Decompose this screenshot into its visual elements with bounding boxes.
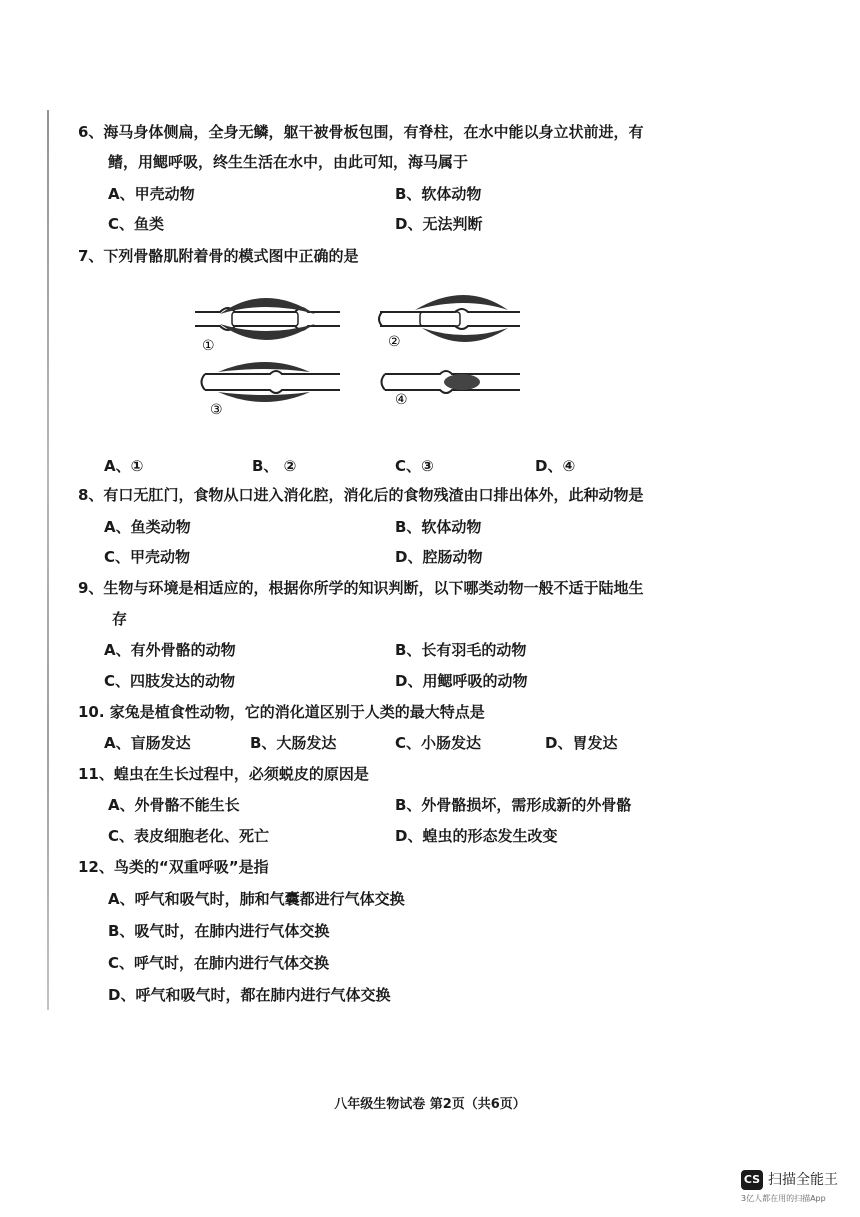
q9-stem-line1: 9、生物与环境是相适应的，根据你所学的知识判断，以下哪类动物一般不适于陆地生	[78, 579, 644, 597]
diagram-3	[202, 362, 341, 402]
q10-option-d: D、胃发达	[545, 734, 618, 752]
q7-option-d: D、④	[535, 457, 576, 475]
q11-option-c: C、表皮细胞老化、死亡	[108, 827, 270, 845]
fig-label-4: ④	[395, 392, 408, 408]
q11-stem: 11、蝗虫在生长过程中，必须蜕皮的原因是	[78, 765, 369, 783]
q9-option-c: C、四肢发达的动物	[104, 672, 236, 690]
q7-stem: 7、下列骨骼肌附着骨的模式图中正确的是	[78, 247, 359, 265]
q11-option-a: A、外骨骼不能生长	[108, 796, 240, 814]
q8-option-c: C、甲壳动物	[104, 548, 191, 566]
diagram-1	[195, 298, 340, 340]
fig-label-3: ③	[210, 402, 223, 418]
q8-option-a: A、鱼类动物	[104, 518, 191, 536]
q9-option-d: D、用鳃呼吸的动物	[395, 672, 528, 690]
q6-option-a: A、甲壳动物	[108, 185, 195, 203]
q7-option-b: B、 ②	[252, 457, 297, 475]
q9-option-b: B、长有羽毛的动物	[395, 641, 527, 659]
binding-margin-line	[47, 110, 49, 1010]
q11-option-b: B、外骨骼损坏，需形成新的外骨骼	[395, 796, 632, 814]
q10-option-a: A、盲肠发达	[104, 734, 191, 752]
q12-option-b: B、吸气时，在肺内进行气体交换	[108, 922, 330, 940]
watermark-tagline: 3亿人都在用的扫描App	[741, 1194, 826, 1203]
q12-option-a: A、呼气和吸气时，肺和气囊都进行气体交换	[108, 890, 405, 908]
q12-stem: 12、鸟类的“双重呼吸”是指	[78, 858, 269, 876]
q11-option-d: D、蝗虫的形态发生改变	[395, 827, 558, 845]
q6-stem-line1: 6、海马身体侧扁，全身无鳞，躯干被骨板包围，有脊柱，在水中能以身立状前进，有	[78, 123, 644, 141]
q8-option-d: D、腔肠动物	[395, 548, 483, 566]
q10-option-c: C、小肠发达	[395, 734, 482, 752]
q12-option-d: D、呼气和吸气时，都在肺内进行气体交换	[108, 986, 391, 1004]
q6-option-d: D、无法判断	[395, 215, 483, 233]
q10-option-b: B、大肠发达	[250, 734, 337, 752]
q10-stem: 10. 家兔是植食性动物，它的消化道区别于人类的最大特点是	[78, 703, 485, 721]
q8-option-b: B、软体动物	[395, 518, 482, 536]
fig-label-2: ②	[388, 334, 401, 350]
skeletal-muscle-diagrams	[190, 282, 530, 422]
q8-stem: 8、有口无肛门，食物从口进入消化腔，消化后的食物残渣由口排出体外，此种动物是	[78, 486, 644, 504]
page-footer: 八年级生物试卷 第2页（共6页）	[334, 1097, 526, 1112]
watermark-app-name: 扫描全能王	[768, 1172, 838, 1188]
q6-option-c: C、鱼类	[108, 215, 165, 233]
q7-option-a: A、①	[104, 457, 144, 475]
q9-option-a: A、有外骨骼的动物	[104, 641, 236, 659]
diagram-4	[382, 371, 521, 393]
q7-option-c: C、③	[395, 457, 434, 475]
q6-stem-line2: 鳍，用鳃呼吸，终生生活在水中，由此可知，海马属于	[108, 153, 469, 171]
q12-option-c: C、呼气时，在肺内进行气体交换	[108, 954, 330, 972]
q6-option-b: B、软体动物	[395, 185, 482, 203]
fig-label-1: ①	[202, 338, 215, 354]
camscanner-logo-icon: CS	[741, 1170, 763, 1190]
q9-stem-line2: 存	[112, 610, 128, 628]
